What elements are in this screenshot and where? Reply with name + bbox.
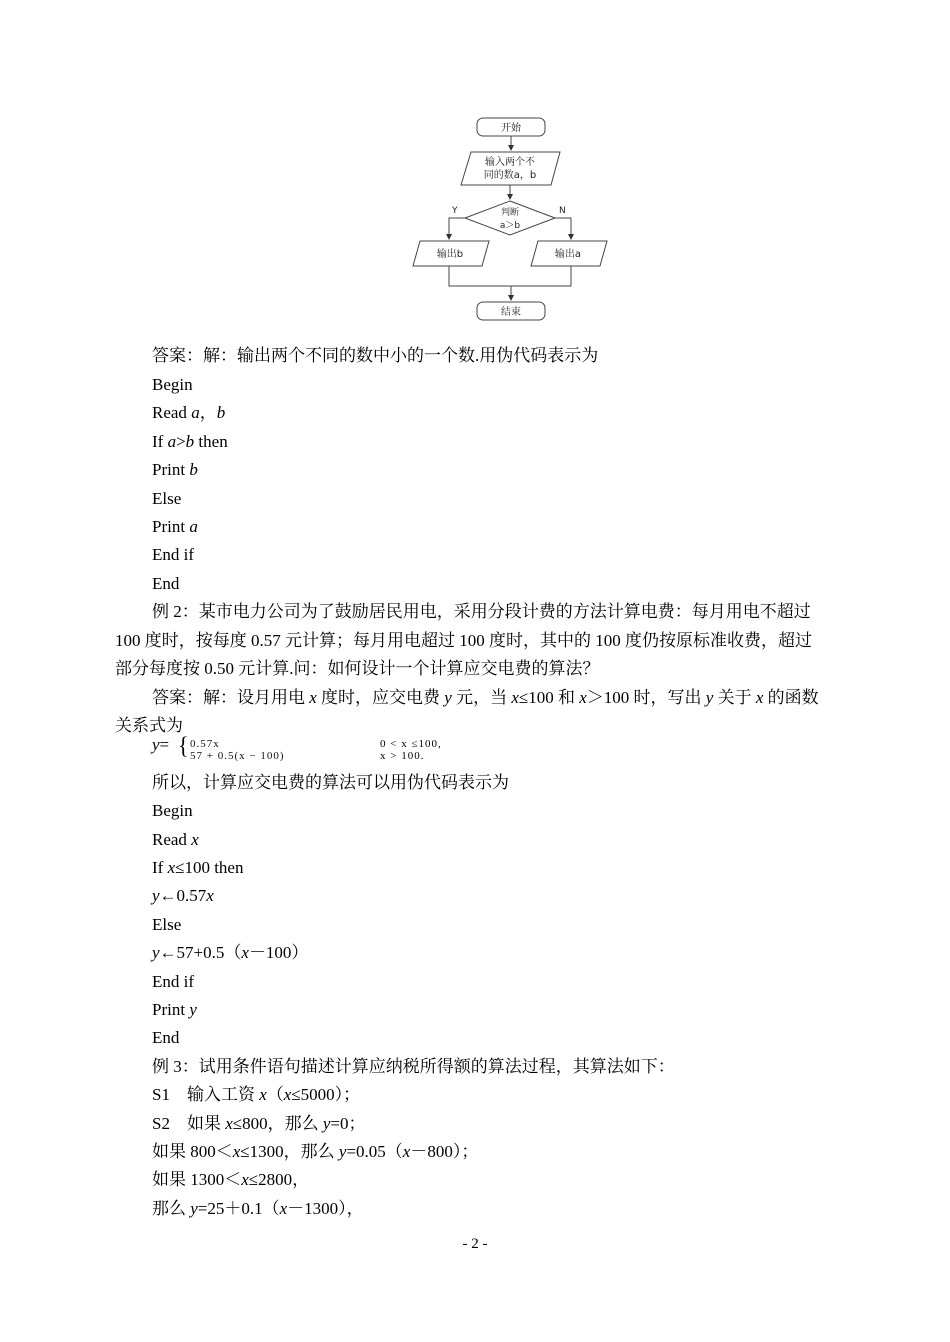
input-label-1: 输入两个不 [485, 157, 535, 168]
example3-step: 如果 800＜x≤1300，那么 y=0.05（x－800）； [152, 1142, 479, 1161]
code-line: Begin [152, 801, 193, 820]
code-line: If a>b then [152, 432, 228, 451]
answer2-intro: 答案：解：设月用电 x 度时，应交电费 y 元，当 x≤100 和 x＞100 时，写出 y 关于 x 的函数 [152, 688, 819, 707]
code-line: Read x [152, 830, 199, 849]
code-line: y←0.57x [152, 886, 214, 905]
yes-label: Y [452, 206, 458, 216]
code-line: Begin [152, 375, 193, 394]
output-a-label: 输出a [554, 249, 582, 260]
page-number: - 2 - [462, 1236, 488, 1252]
example2-text: 例 2：某市电力公司为了鼓励居民用电，采用分段计费的方法计算电费：每月用电不超过 [152, 602, 811, 621]
code-line: Print y [152, 1000, 197, 1019]
code-line: y←57+0.5（x－100） [152, 943, 309, 962]
example3-step: 那么 y=25＋0.1（x－1300）， [152, 1199, 364, 1218]
example3-step: 如果 1300＜x≤2800， [152, 1170, 310, 1189]
no-label: N [559, 206, 566, 216]
piecewise-formula: y= { 0.57x 57 + 0.5(x − 100) 0 < x ≤100, x > 100. [152, 731, 442, 762]
answer2-text: 所以，计算应交电费的算法可以用伪代码表示为 [152, 773, 509, 792]
code-line: Read a，b [152, 403, 226, 422]
flowchart [405, 110, 615, 330]
example2-text: 100 度时，按每度 0.57 元计算；每月用电超过 100 度时，其中的 100 度仍按原标准收费，超过 [115, 631, 812, 650]
code-line: Else [152, 489, 182, 508]
example3-step: S2 如果 x≤800，那么 y=0； [152, 1114, 366, 1133]
decision-label-1: 判断 [500, 208, 520, 218]
code-line: End if [152, 545, 195, 564]
code-line: Print b [152, 460, 198, 479]
decision-label-2: a＞b [499, 221, 521, 231]
answer1-intro: 答案：解：输出两个不同的数中小的一个数.用伪代码表示为 [152, 346, 599, 365]
code-line: End [152, 574, 180, 593]
code-line: Else [152, 915, 182, 934]
example3-text: 例 3：试用条件语句描述计算应纳税所得额的算法过程，其算法如下： [152, 1057, 675, 1076]
answer2-intro: 关系式为 [115, 716, 183, 735]
code-line: Print a [152, 517, 198, 536]
example2-text: 部分每度按 0.50 元计算.问：如何设计一个计算应交电费的算法？ [115, 659, 600, 678]
start-label: 开始 [501, 123, 521, 134]
code-line: If x≤100 then [152, 858, 244, 877]
code-line: End if [152, 972, 195, 991]
example3-step: S1 输入工资 x（x≤5000）； [152, 1085, 361, 1104]
input-label-2: 同的数a，b [483, 170, 537, 181]
end-label: 结束 [501, 307, 521, 318]
output-b-label: 输出b [436, 249, 464, 260]
code-line: End [152, 1028, 180, 1047]
